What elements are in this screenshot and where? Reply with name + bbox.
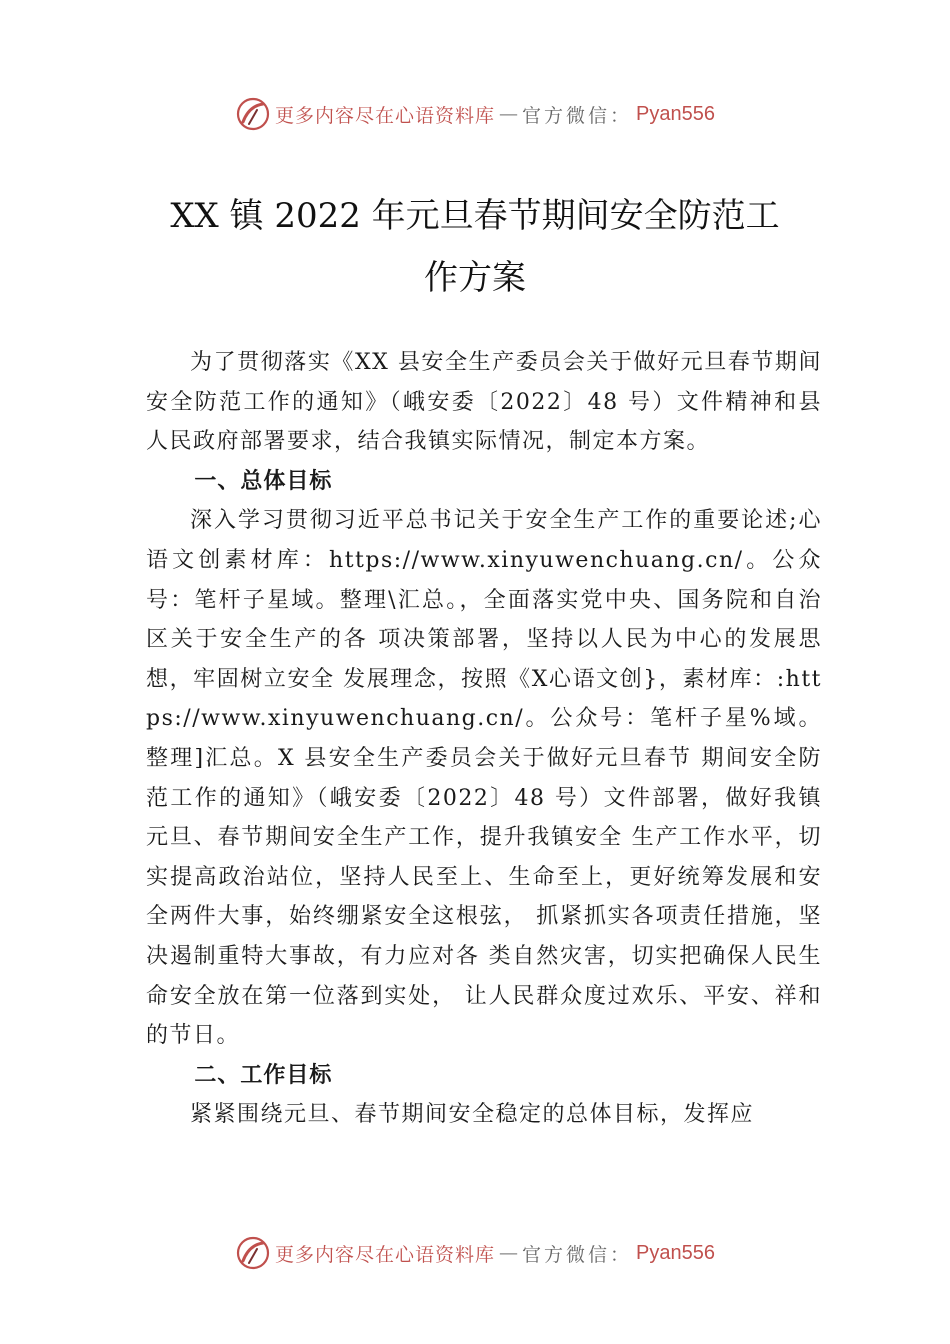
document-body: [146, 343, 822, 1135]
brush-logo-icon: [235, 96, 271, 132]
header-banner: [0, 94, 950, 134]
brush-logo-icon: [235, 1235, 271, 1271]
document-title-line-1: XX 镇 2022 年元旦春节期间安全防范工: [170, 196, 780, 236]
footer-banner: [0, 1233, 950, 1273]
banner-separator: —: [499, 1242, 519, 1264]
section-body-work-goal: 紧紧围绕元旦、春节期间安全稳定的总体目标，发挥应: [190, 1102, 755, 1128]
banner-brand-text: 更多内容尽在心语资料库: [275, 104, 496, 127]
banner-wechat-label: 官方微信：: [522, 1243, 633, 1266]
banner-wechat-id: Pyan556: [636, 102, 715, 125]
intro-paragraph: 为了贯彻落实《XX 县安全生产委员会关于做好元旦春节期间安全防范工作的通知》（峨安委〔2022〕48 号）文件精神和县人民政府部署要求，结合我镇实际情况，制定本方案。: [146, 350, 822, 455]
document-title-line-2: 作方案: [424, 258, 526, 298]
banner-wechat-label: 官方微信：: [522, 104, 633, 127]
section-heading-overall-goal: 一、总体目标: [194, 468, 333, 494]
section-body-overall-goal: 深入学习贯彻习近平总书记关于安全生产工作的重要论述;心语文创素材库：https://www.xinyuwenchuang.cn/。公众号：笔杆子星域。整理\汇总。，全面落实党中央、国务院和自治区关于安全生产的各 项决策部署，坚持以人民为中心的发展思想，牢固树立安全 发展理念，按照《X心语文创}，素材库：:https://www.xinyuwenchuang.cn/。公众号：笔杆子星%域。整理]汇总。X 县安全生产委员会关于做好元旦春节 期间安全防范工作的通知》（峨安委〔2022〕48 号）文件部署，做好我镇元旦、春节期间安全生产工作，提升我镇安全 生产工作水平，切实提高政治站位，坚持人民至上、生命至上，更好统筹发展和安全两件大事，始终绷紧安全这根弦， 抓紧抓实各项责任措施，坚决遏制重特大事故，有力应对各 类自然灾害，切实把确保人民生命安全放在第一位落到实处， 让人民群众度过欢乐、平安、祥和的节日。: [146, 508, 822, 1049]
banner-brand-text: 更多内容尽在心语资料库: [275, 1243, 496, 1266]
banner-wechat-id: Pyan556: [636, 1241, 715, 1264]
banner-separator: —: [499, 103, 519, 125]
section-heading-work-goal: 二、工作目标: [194, 1062, 333, 1088]
